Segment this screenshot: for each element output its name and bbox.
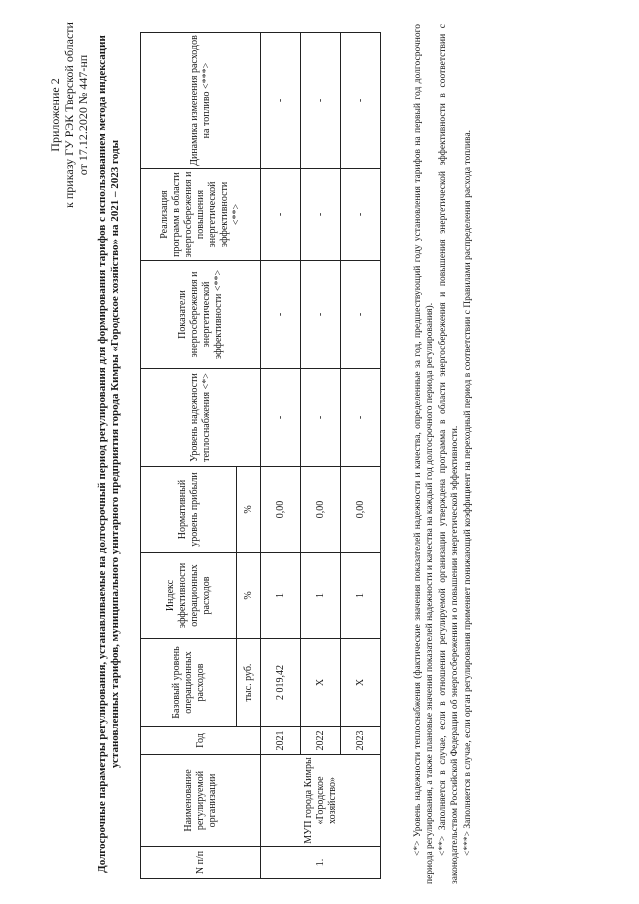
footnote-energy: <**> Заполняется в случае, если в отношении регулируемой организации утверждена программа в области энергосбережения и повышения энергетической эффективности в соответствии с законодательством Российской Федерации об энергосбережении и о повышении энергетической эффективности. bbox=[438, 24, 460, 884]
cell-energy: - bbox=[341, 261, 381, 369]
header-fuel: Динамика изменения расходов на топливо <***> bbox=[141, 33, 261, 169]
cell-index: 1 bbox=[301, 553, 341, 639]
cell-energy: - bbox=[261, 261, 301, 369]
table-row bbox=[341, 33, 381, 879]
cell-program: - bbox=[301, 169, 341, 261]
unit-base: тыс. руб. bbox=[237, 639, 261, 727]
header-year: Год bbox=[141, 727, 261, 755]
cell-year: 2022 bbox=[301, 727, 341, 755]
parameters-table bbox=[140, 32, 381, 879]
header-index: Индекс эффективности операционных расходов bbox=[141, 553, 237, 639]
header-base: Базовый уровень операционных расходов bbox=[141, 639, 237, 727]
cell-profit: 0,00 bbox=[261, 467, 301, 553]
order-date: от 17.12.2020 № 447-нп bbox=[76, 54, 90, 176]
cell-profit: 0,00 bbox=[301, 467, 341, 553]
appendix-number: Приложение 2 bbox=[48, 78, 62, 152]
cell-reliability: - bbox=[341, 369, 381, 467]
footnotes bbox=[412, 24, 475, 884]
unit-profit: % bbox=[237, 467, 261, 553]
footnote-reliability: <*> Уровень надежности теплоснабжения (фактические значения показателей надежности и качества, определенные за год, предшествующий году установления тарифов на первый год долгосрочного периода регулирования, а также плановые значения показателей надежности и качества на каждый год долгосрочного периода регулирования). bbox=[413, 24, 435, 884]
cell-year: 2023 bbox=[341, 727, 381, 755]
cell-reliability: - bbox=[301, 369, 341, 467]
row-num: 1. bbox=[261, 847, 381, 879]
cell-index: 1 bbox=[341, 553, 381, 639]
cell-year: 2021 bbox=[261, 727, 301, 755]
table-row bbox=[261, 33, 301, 879]
table-header-row bbox=[141, 33, 237, 879]
cell-fuel: - bbox=[261, 33, 301, 169]
cell-profit: 0,00 bbox=[341, 467, 381, 553]
appendix-header bbox=[48, 5, 90, 225]
cell-fuel: - bbox=[301, 33, 341, 169]
header-reliability: Уровень надежности теплоснабжения <*> bbox=[141, 369, 261, 467]
cell-reliability: - bbox=[261, 369, 301, 467]
document-title: Долгосрочные параметры регулирования, устанавливаемые на долгосрочный период регулирования для формирования тарифов с использованием метода индексации установленных тарифов, муниципального унитарного предприятия города Кимры «Городское хозяйство» на 2021 – 2023 годы bbox=[96, 35, 121, 873]
table-row bbox=[301, 33, 341, 879]
cell-energy: - bbox=[301, 261, 341, 369]
unit-index: % bbox=[237, 553, 261, 639]
cell-fuel: - bbox=[341, 33, 381, 169]
header-org: Наименование регулируемой организации bbox=[141, 755, 261, 847]
cell-program: - bbox=[261, 169, 301, 261]
cell-program: - bbox=[341, 169, 381, 261]
footnote-fuel: <***> Заполняется в случае, если орган регулирования применяет понижающий коэффициент на переходный период в соответствии с Правилами распределения расхода топлива. bbox=[463, 129, 473, 856]
cell-base: Х bbox=[341, 639, 381, 727]
cell-index: 1 bbox=[261, 553, 301, 639]
row-org: МУП города Кимры «Городское хозяйство» bbox=[261, 755, 381, 847]
header-program: Реализация программ в области энергосбережения и повышения энергетической эффективности <**> bbox=[141, 169, 261, 261]
cell-base: Х bbox=[301, 639, 341, 727]
order-reference: к приказу ГУ РЭК Тверской области bbox=[62, 22, 76, 208]
cell-base: 2 019,42 bbox=[261, 639, 301, 727]
header-energy: Показатели энергосбережения и энергетической эффективности <**> bbox=[141, 261, 261, 369]
header-profit: Нормативный уровень прибыли bbox=[141, 467, 237, 553]
header-num: N п/п bbox=[141, 847, 261, 879]
